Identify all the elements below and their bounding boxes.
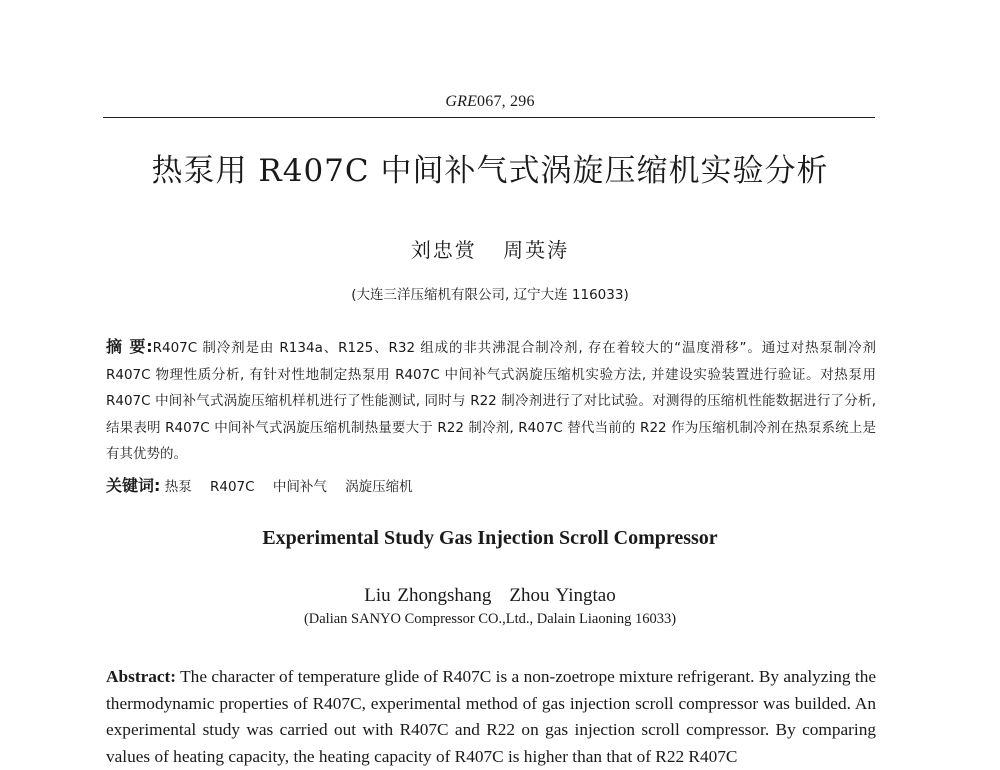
abstract-chinese — [106, 334, 876, 468]
affiliation-english: (Dalian SANYO Compressor CO.,Ltd., Dalain Liaoning 16033) — [303, 611, 677, 627]
title-chinese: 热泵用 R407C 中间补气式涡旋压缩机实验分析 — [151, 153, 829, 189]
keyword-item: 热泵 — [164, 479, 192, 495]
keywords-chinese-label: 关键词: — [106, 476, 161, 495]
abstract-chinese-text: R407C 制冷剂是由 R134a、R125、R32 组成的非共沸混合制冷剂, 存在着较大的“温度滑移”。通过对热泵制冷剂 R407C 物理性质分析, 有针对性地制定热泵用 R407C 中间补气式涡旋压缩机实验方法, 并建设实验装置进行验证。对热泵用 R407C 中间补气式涡旋压缩机样机进行了性能测试, 同时与 R22 制冷剂进行了对比试验。对测得的压缩机性能数据进行了分析, 结果表明 R407C 中间补气式涡旋压缩机制热量要大于 R22 制冷剂, R407C 替代当前的 R22 作为压缩机制冷剂在热泵系统上是有其优势的。 — [106, 340, 876, 462]
authors-chinese: 刘忠赏 周英涛 — [410, 238, 570, 262]
header-ref-number: 067, 296 — [477, 93, 535, 110]
author-english-2: Zhou Yingtao — [509, 585, 616, 606]
header-ref-prefix: GRE — [445, 93, 478, 110]
keyword-item: 涡旋压缩机 — [345, 479, 413, 495]
abstract-chinese-label: 摘 要: — [106, 337, 153, 356]
header-rule — [103, 117, 875, 118]
author-english-1: Liu Zhongshang — [364, 585, 492, 606]
keywords-chinese — [106, 473, 876, 496]
keyword-item: 中间补气 — [272, 479, 327, 495]
abstract-english-label: Abstract: — [106, 667, 177, 686]
affiliation-chinese: (大连三洋压缩机有限公司, 辽宁大连 116033) — [351, 287, 629, 303]
keyword-item: R407C — [210, 479, 255, 495]
abstract-english — [106, 664, 876, 770]
title-english: Experimental Study Gas Injection Scroll Compressor — [262, 527, 718, 549]
abstract-english-text: The character of temperature glide of R407C is a non-zoetrope mixture refrigerant. By analyzing the thermodynamic properties of R407C, experimental method of gas injection scroll compressor was builded. An experimental study was carried out with R407C and R22 on gas injection scroll compressor. By comparing values of heating capacity, the heating capacity of R407C is higher than that of R22 R407C — [106, 667, 877, 766]
header-reference — [0, 93, 980, 111]
authors-english — [0, 585, 980, 607]
